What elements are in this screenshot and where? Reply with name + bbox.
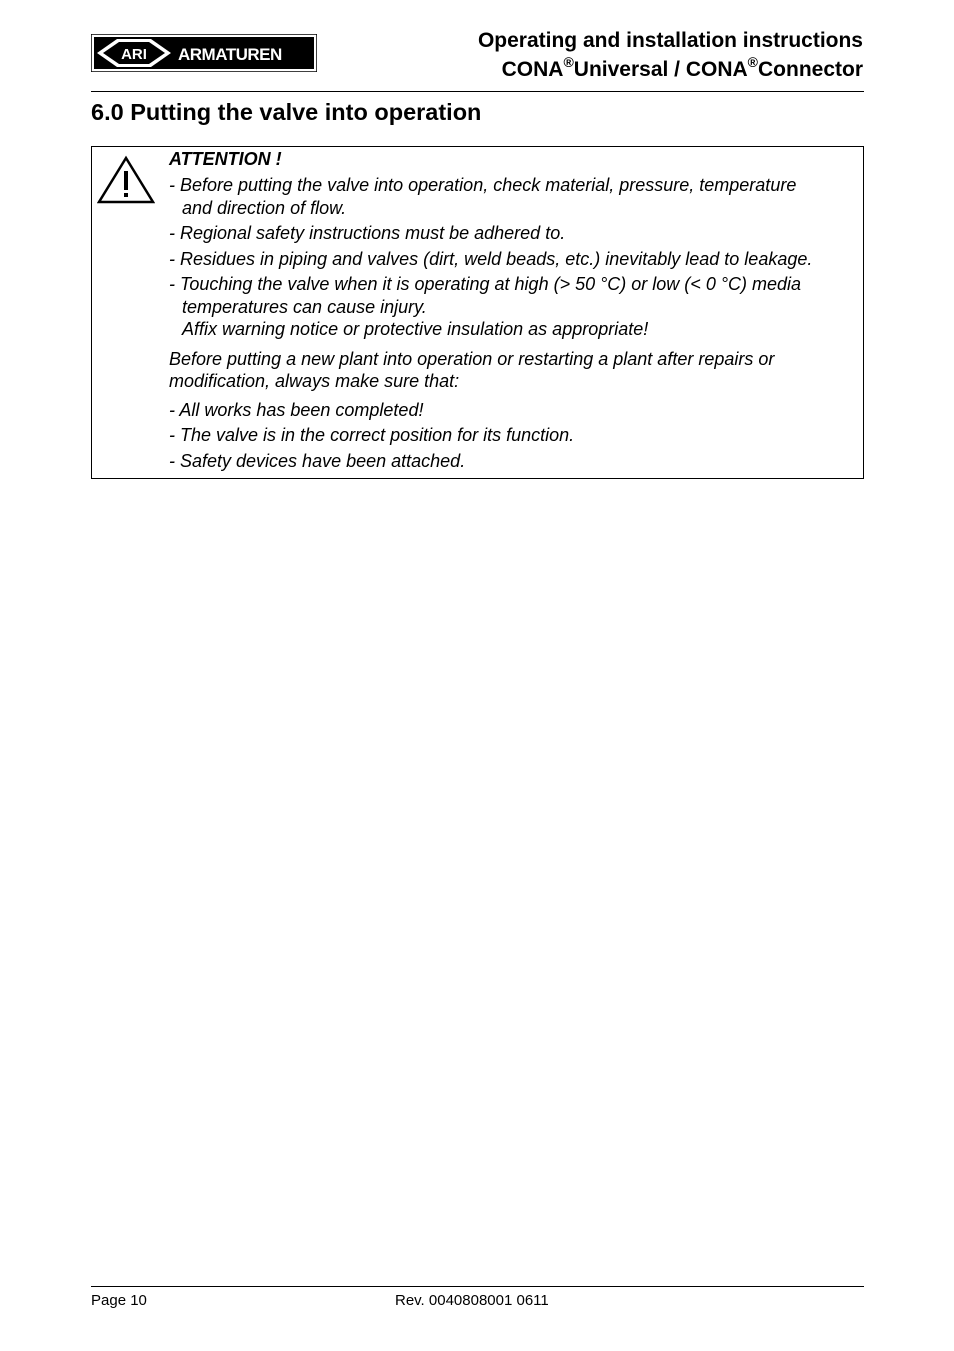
section-heading: 6.0 Putting the valve into operation <box>91 99 482 125</box>
svg-text:ARI: ARI <box>121 46 147 63</box>
list-item-text: - Residues in piping and valves (dirt, weld beads, etc.) inevitably lead to leakage. <box>169 248 813 269</box>
list-item-continuation: and direction of flow. <box>182 197 347 218</box>
product-name-connector: Connector <box>758 58 863 81</box>
list-item-text: - Regional safety instructions must be adhered to. <box>169 223 566 243</box>
list-item-text: - Touching the valve when it is operating at high (> 50 °C) or low (< 0 °C) media <box>169 274 802 294</box>
checklist-item: - The valve is in the correct position for its function. <box>169 425 575 445</box>
page-number: Page 10 <box>91 1292 147 1309</box>
checklist-item: - All works has been completed! <box>169 399 424 420</box>
registered-mark: ® <box>747 54 758 70</box>
attention-box <box>91 146 864 479</box>
list-item <box>169 174 859 219</box>
list-item-continuation: Affix warning notice or protective insulation as appropriate! <box>182 319 649 339</box>
attention-paragraph: Before putting a new plant into operation or restarting a plant after repairs or modification, always make sure that: <box>169 348 775 391</box>
document-title-line2 <box>478 55 863 84</box>
footer-divider <box>91 1286 864 1287</box>
list-item-text: - Before putting the valve into operation, check material, pressure, temperature <box>169 175 797 195</box>
product-name-cona: CONA <box>501 58 564 81</box>
document-title-line1: Operating and installation instructions <box>477 29 863 52</box>
ari-armaturen-logo <box>91 34 317 72</box>
warning-triangle-icon <box>97 155 155 205</box>
attention-title: ATTENTION ! <box>169 149 282 169</box>
header-divider <box>91 91 864 92</box>
checklist-item: - Safety devices have been attached. <box>169 450 466 471</box>
revision-number: Rev. 0040808001 0611 <box>395 1292 549 1309</box>
list-item <box>169 273 859 341</box>
product-name-universal: Universal / CONA <box>573 58 748 81</box>
list-item-continuation: temperatures can cause injury. <box>182 296 427 317</box>
list-item <box>169 222 859 245</box>
document-title <box>478 26 863 84</box>
registered-mark: ® <box>563 54 574 70</box>
list-item <box>169 248 859 271</box>
svg-text:ARMATUREN: ARMATUREN <box>178 45 282 64</box>
attention-content <box>169 147 859 475</box>
